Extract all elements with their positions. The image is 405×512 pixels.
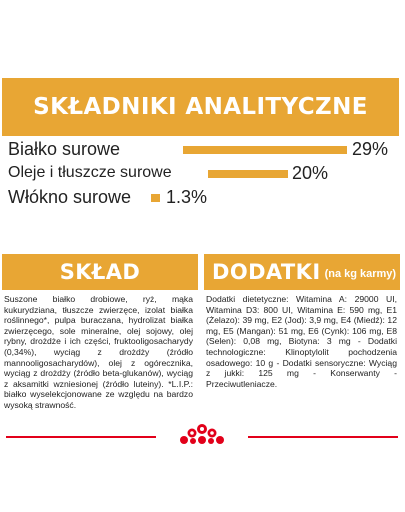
composition-title: SKŁAD bbox=[59, 260, 141, 284]
additives-text: Dodatki dietetyczne: Witamina A: 29000 UI, Witamina D3: 800 UI, Witamina E: 590 mg, E1 (Żelazo): 39 mg, E2 (Jod): 3,9 mg, E4 (Miedź): 12 mg, E5 (Mangan): 51 mg, E6 (Cynk): 106 mg, E8 (Selen): 0,08 mg, Biotyna: 3 mg - Dodatki technologiczne: Klinoptylolit pochodzenia osadowego: 10 g - Dodatki sensoryczne: Wyciąg z jukki: 125 mg - Konserwanty - Przeciwutleniacze. bbox=[206, 294, 397, 389]
analysis-row-label: Włókno surowe bbox=[8, 187, 132, 207]
analysis-row-value: 29% bbox=[352, 139, 389, 159]
additives-header bbox=[204, 254, 400, 290]
analysis-header bbox=[2, 78, 399, 136]
composition-header bbox=[2, 254, 198, 290]
analysis-row-label: Białko surowe bbox=[8, 139, 121, 159]
crown-logo-icon bbox=[178, 420, 226, 451]
brand-line-right bbox=[248, 436, 398, 438]
analysis-row-bar bbox=[183, 146, 347, 154]
analysis-row-value: 20% bbox=[292, 163, 329, 183]
brand-line-left bbox=[6, 436, 156, 438]
additives-subtitle: (na kg karmy) bbox=[324, 268, 397, 280]
additives-title: DODATKI bbox=[212, 260, 321, 284]
analysis-row-label: Oleje i tłuszcze surowe bbox=[8, 164, 172, 181]
analysis-title: SKŁADNIKI ANALITYCZNE bbox=[33, 94, 368, 120]
analysis-row-bar bbox=[151, 194, 160, 202]
composition-text: Suszone białko drobiowe, ryż, mąka kukurydziana, tłuszcze zwierzęce, izolat białka roślinnego*, pulpa buraczana, hydrolizat białka zwierzęcego, sole mineralne, olej sojowy, olej rybny, drożdże i ich części, fruktooligosacharydy (0,34%), wyciąg z drożdży (źródło mannooligosacharydów), olej z ogórecznika, wyciąg z drożdży (źródło beta-glukanów), wyciąg z aksamitki wzniesionej (źródło luteiny). *L.I.P.: białko wyselekcjonowane ze względu na bardzo wysoką strawność. bbox=[4, 294, 193, 410]
analysis-row-bar bbox=[208, 170, 288, 178]
analysis-row-value: 1.3% bbox=[166, 187, 208, 207]
